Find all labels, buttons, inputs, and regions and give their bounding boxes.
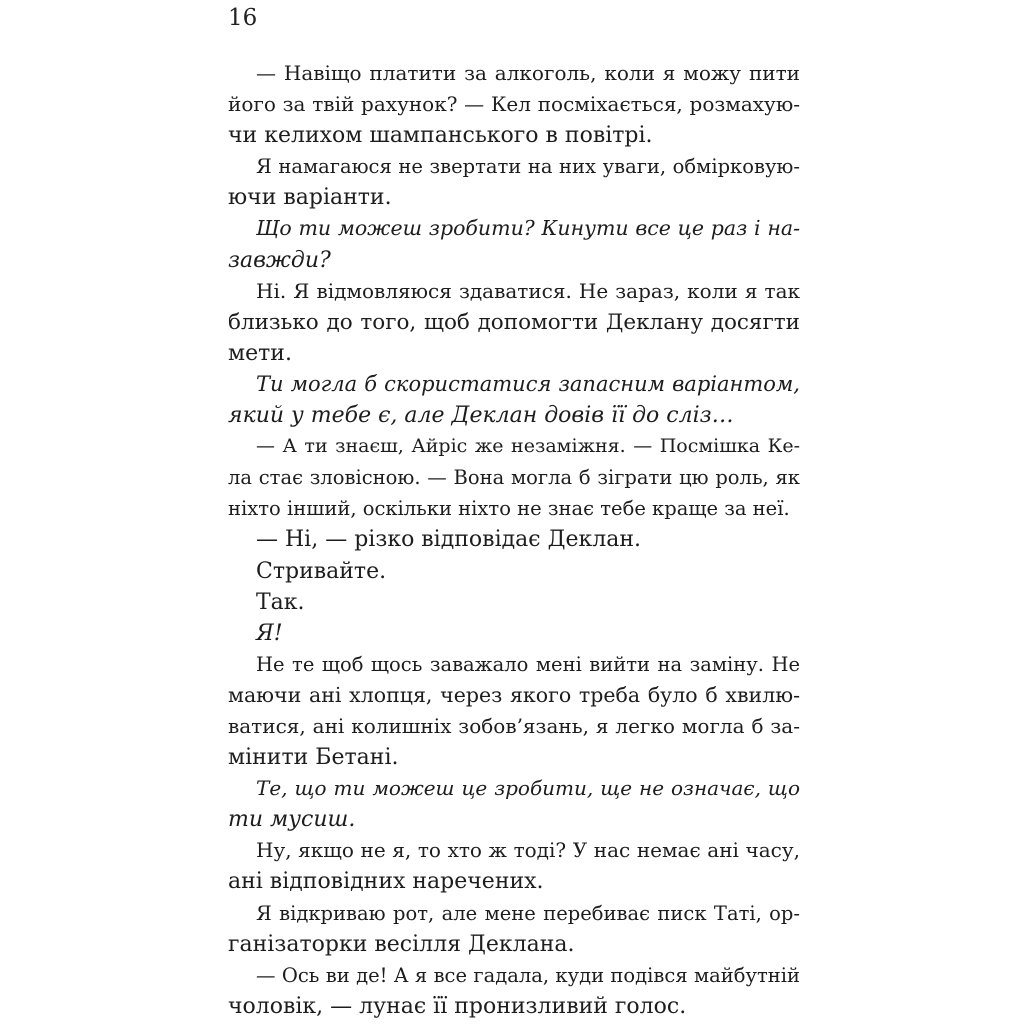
text-line: його за твій рахунок? — Кел посміхається, розмахую- — [228, 92, 800, 117]
text-line: ані відповідних наречених. — [228, 869, 544, 895]
text-line: Стривайте. — [256, 558, 387, 584]
text-line: Не те щоб щось заважало мені вийти на заміну. Не — [256, 652, 800, 676]
text-line: Те, що ти можеш це зробити, ще не означає, що — [256, 776, 800, 801]
text-line: — Ось ви де! А я все гадала, куди подівся майбутній — [256, 963, 800, 987]
text-line: мінити Бетані. — [228, 745, 399, 771]
text-line: ти мусиш. — [228, 807, 356, 833]
text-line: ніхто інший, оскільки ніхто не знає тебе краще за неї. — [228, 497, 790, 521]
text-line: завжди? — [228, 247, 331, 273]
page-number: 16 — [228, 5, 258, 31]
text-line: Що ти можеш зробити? Кинути все це раз і на- — [256, 216, 800, 241]
text-line: Я! — [256, 620, 283, 646]
text-line: маючи ані хлопця, через якого треба було б хвилю- — [228, 682, 800, 707]
text-line: Ти могла б скористатися запасним варіантом, — [256, 371, 800, 396]
text-line: ганізаторки весілля Деклана. — [228, 931, 575, 957]
text-line: який у тебе є, але Деклан довів її до сліз… — [228, 403, 734, 429]
text-line: чоловік, — лунає її пронизливий голос. — [228, 993, 687, 1019]
text-line: мети. — [228, 340, 292, 366]
text-line: Ну, якщо не я, то хто ж тоді? У нас немає ані часу, — [256, 838, 800, 863]
text-line: Я намагаюся не звертати на них уваги, обмірковую- — [256, 155, 800, 179]
text-line: — Ні, — різко відповідає Деклан. — [256, 527, 641, 553]
text-line: ватися, ані колишніх зобов’язань, я легко могла б за- — [228, 713, 800, 738]
text-line: близько до того, щоб допомогти Деклану досягти — [228, 309, 800, 335]
text-line: ючи варіанти. — [228, 185, 392, 211]
text-line: — Навіщо платити за алкоголь, коли я можу пити — [256, 61, 800, 85]
text-line: Ні. Я відмовляюся здаватися. Не зараз, коли я так — [256, 278, 800, 303]
text-line: ла стає зловісною. — Вона могла б зіграти цю роль, як — [228, 466, 800, 490]
text-line: Так. — [256, 589, 305, 615]
text-line: чи келихом шампанського в повітрі. — [228, 123, 653, 149]
text-line: Я відкриваю рот, але мене перебиває писк Таті, ор- — [256, 901, 800, 925]
body-text — [228, 58, 800, 1022]
text-line: — А ти знаєш, Айріс же незаміжня. — Посмішка Ке- — [256, 435, 800, 458]
